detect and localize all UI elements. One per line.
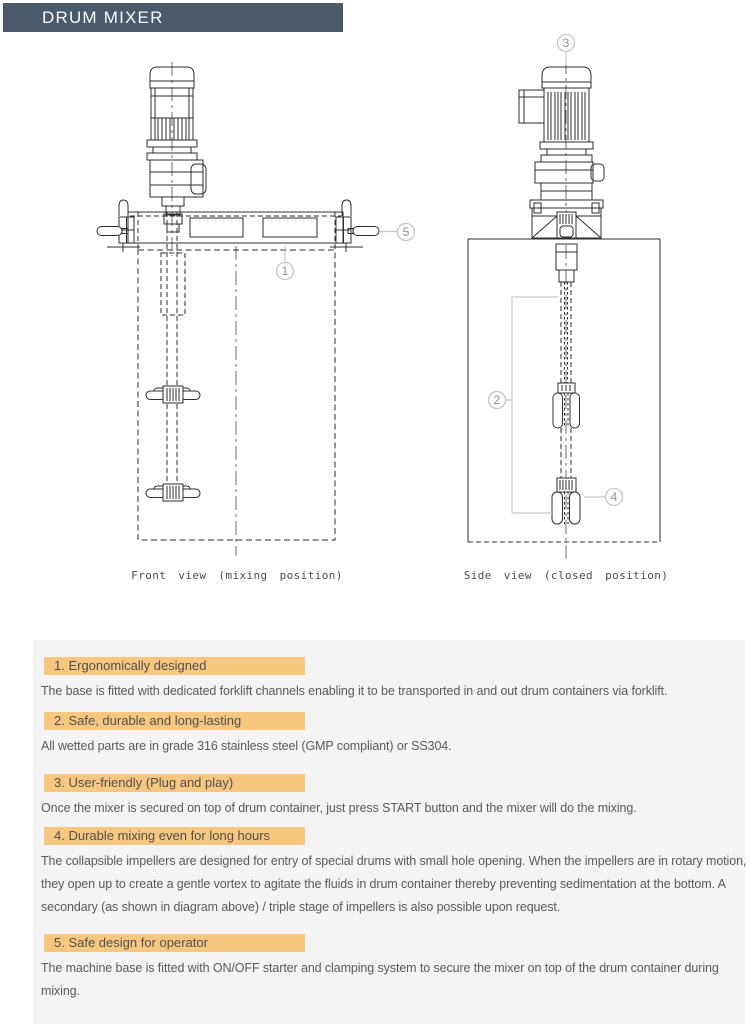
feature-section-1 [33,657,745,703]
feature-section-5 [33,934,745,1003]
callout-5 [380,224,415,241]
svg-text:1: 1 [281,264,289,278]
svg-text:5: 5 [402,225,410,239]
front-view-caption: Front view (mixing position) [131,569,343,582]
clamp-handle-right [330,200,379,252]
clamp-handle-left [97,200,140,252]
svg-text:4: 4 [610,490,618,504]
page-title: DRUM MIXER [42,7,164,27]
callout-4 [584,489,623,506]
feature-heading-2: 2. Safe, durable and long-lasting [44,712,305,730]
callout-2 [489,297,559,513]
gearbox-side [530,162,604,213]
feature-body-2: All wetted parts are in grade 316 stainless steel (GMP compliant) or SS304. [41,739,452,753]
motor-side [519,67,593,162]
svg-text:2: 2 [493,393,501,407]
machine-base-side [532,208,601,238]
features-panel [33,640,745,1024]
feature-heading-4: 4. Durable mixing even for long hours [44,827,305,845]
header-bar [3,3,343,32]
svg-text:3: 3 [562,36,570,50]
callout-3 [558,35,575,66]
front-view-drawing [90,55,435,600]
feature-heading-5: 5. Safe design for operator [44,934,305,952]
impeller-upper-front [146,386,200,403]
forklift-channel-left [190,218,243,237]
feature-body-1: The base is fitted with dedicated forklift channels enabling it to be transported in and out drum containers via forklift. [41,684,668,698]
side-view-caption: Side view (closed position) [463,569,669,582]
agitator-shaft-side [556,244,577,478]
junction-box [519,90,544,123]
motor-fins-side [548,92,585,140]
forklift-channel-right [263,218,317,237]
agitator-shaft-front [161,212,185,486]
side-view-drawing [440,25,750,595]
machine-base-front [128,212,343,250]
feature-section-2 [33,712,745,758]
feature-heading-3: 3. User-friendly (Plug and play) [44,774,305,792]
gearbox-front [150,160,206,215]
feature-body-3: Once the mixer is secured on top of drum container, just press START button and the mixer will do the mixing. [41,801,637,815]
feature-heading-1: 1. Ergonomically designed [44,657,305,675]
feature-body-5: The machine base is fitted with ON/OFF starter and clamping system to secure the mixer on top of the drum container during mixing. [41,961,719,998]
impeller-lower-front [146,484,200,501]
feature-section-3 [33,774,745,820]
feature-section-4 [33,827,745,919]
feature-body-4: The collapsible impellers are designed for entry of special drums with small hole opening. When the impellers are in rotary motion, they open up to create a gentle vortex to agitate the fluids in drum container thereby preventing sedimentation at the bottom. A secondary (as shown in diagram above) / triple stage of impellers is also possible upon request. [41,854,747,914]
